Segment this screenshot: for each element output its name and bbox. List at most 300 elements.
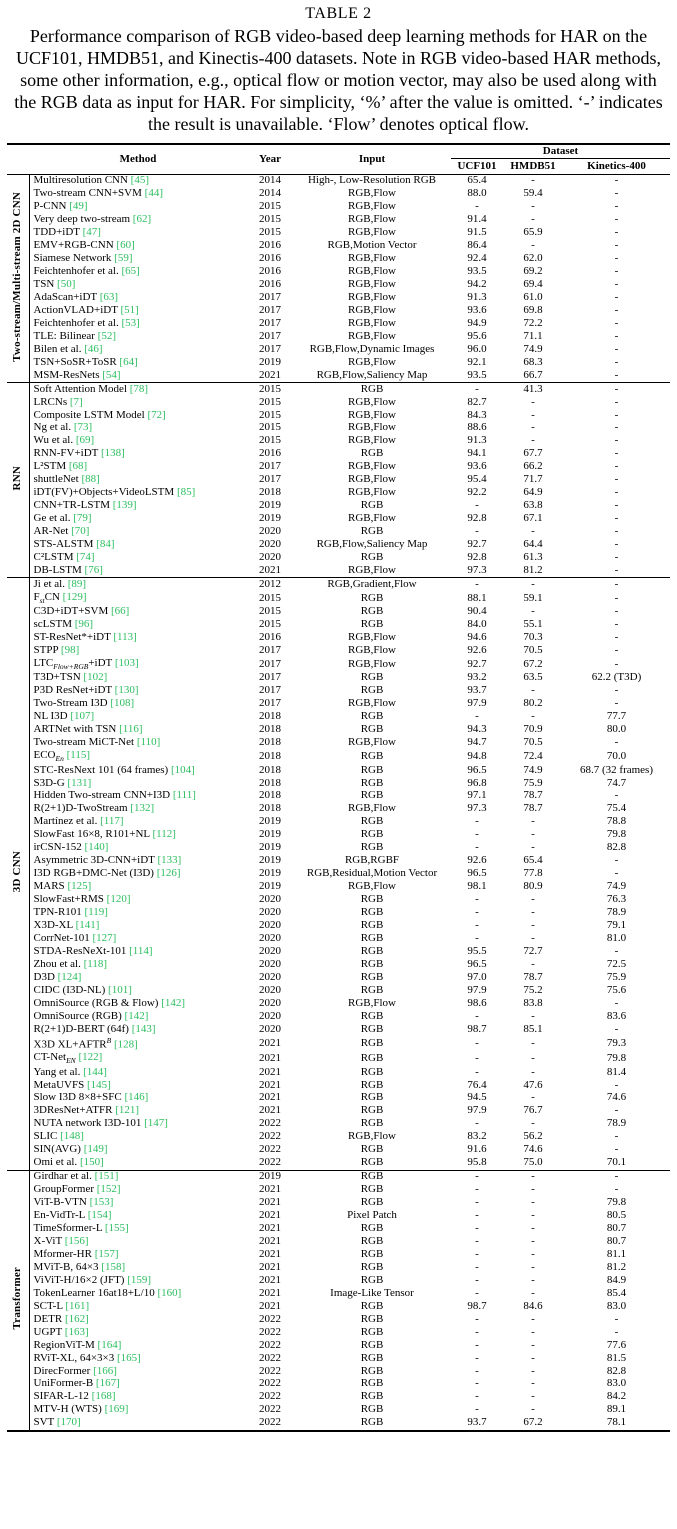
hmdb51-value-cell: 65.9 [523,226,543,239]
citation-ref[interactable]: [63] [96,291,119,303]
kinetics400-value-cell: - [614,605,619,618]
ucf101-value-cell: - [475,919,479,931]
year-cell: 2021 [259,1235,281,1247]
method-cell: RegionViT-M [164] [33,1339,122,1351]
citation-ref[interactable]: [114] [126,945,153,957]
method-cell: ARTNet with TSN [116] [33,723,143,736]
year-cell: 2019 [259,828,281,841]
citation-ref[interactable]: [158] [98,1261,126,1273]
ucf101-value-cell: - [475,1065,479,1078]
table-row [7,474,670,487]
ucf101-value-cell: 91.6 [467,1143,487,1156]
citation-ref[interactable]: [112] [149,828,176,841]
kinetics400-value-cell: - [614,789,619,802]
citation-ref[interactable]: [151] [91,1170,119,1183]
kinetics400-value-cell: - [614,356,619,368]
table-title: TABLE 2 [305,5,372,22]
citation-ref[interactable]: [69] [73,434,95,447]
year-cell: 2021 [259,1222,281,1235]
table-row [7,330,670,343]
citation-ref[interactable]: [120] [103,893,131,906]
citation-ref[interactable]: [96] [72,618,94,631]
citation-ref[interactable]: [60] [113,239,135,252]
citation-ref[interactable]: [53] [118,317,140,329]
citation-ref[interactable]: [156] [61,1235,89,1247]
table-row [7,369,670,382]
table-row [7,764,670,777]
citation-ref[interactable]: [65] [118,265,140,278]
hmdb51-value-cell: - [531,815,535,828]
method-cell: STS-ALSTM [84] [33,538,115,551]
kinetics400-value-cell: 70.0 [606,749,627,762]
method-cell: P-CNN [49] [33,200,88,213]
kinetics400-value-cell: 82.8 [606,841,627,854]
kinetics400-value-cell: - [614,538,619,551]
input-cell: RGB,Flow [348,421,396,434]
table-row [7,564,670,577]
kinetics400-value-cell: - [614,395,619,408]
kinetics400-value-cell: - [614,1183,619,1196]
year-cell: 2022 [259,1143,281,1156]
hmdb51-value-cell: 85.1 [523,1023,543,1035]
method-cell: MARS [125] [33,880,92,893]
input-cell: RGB [360,1156,384,1169]
ucf101-value-cell: 97.1 [467,789,487,802]
citation-ref[interactable]: [45] [127,174,149,187]
table-row [7,538,670,551]
kinetics400-value-cell: 85.4 [606,1287,627,1299]
table-row [7,304,670,317]
year-cell: 2021 [259,1036,281,1049]
year-cell: 2022 [259,1313,281,1325]
kinetics400-value-cell: - [614,1130,619,1143]
hmdb51-value-cell: 59.1 [523,591,543,604]
citation-ref[interactable]: [133] [154,854,182,867]
ucf101-value-cell: 96.5 [467,867,487,880]
method-cell: SIFAR-L-12 [168] [33,1390,116,1403]
ucf101-value-cell: 93.6 [467,304,487,316]
citation-ref[interactable]: [50] [54,278,76,290]
year-cell: 2020 [259,997,281,1009]
citation-ref[interactable]: [170] [54,1416,81,1429]
citation-ref[interactable]: [51] [117,304,139,316]
kinetics400-value-cell: - [614,187,619,200]
kinetics400-value-cell: - [614,512,619,525]
table-row [7,291,670,304]
citation-ref[interactable]: [155] [102,1222,129,1235]
kinetics400-value-cell: 81.2 [606,1261,627,1273]
kinetics400-value-cell: 75.6 [606,984,627,996]
ucf101-value-cell: - [475,1287,479,1299]
method-cell: ST-ResNet*+iDT [113] [33,631,137,644]
kinetics400-value-cell: 81.5 [606,1351,627,1364]
input-cell: RGB [360,971,384,983]
hmdb51-value-cell: - [531,1274,535,1286]
ucf101-value-cell: - [475,1222,479,1235]
table-row [7,790,670,803]
year-cell: 2014 [259,174,281,187]
input-cell: RGB [360,1117,384,1130]
citation-ref[interactable]: [141] [72,919,100,931]
year-cell: 2016 [259,239,281,252]
citation-ref[interactable]: [46] [81,343,103,355]
hmdb51-value-cell: - [531,525,535,538]
year-cell: 2020 [259,958,281,970]
citation-ref[interactable]: [78] [127,382,149,395]
kinetics400-value-cell: - [614,239,619,252]
ucf101-value-cell: - [475,1051,479,1064]
year-cell: 2022 [259,1416,281,1429]
ucf101-value-cell: 92.4 [467,252,487,265]
citation-ref[interactable]: [131] [64,776,92,789]
citation-ref[interactable]: [143] [128,1023,156,1035]
citation-ref[interactable]: [66] [108,605,130,618]
input-cell: RGB,Flow,Saliency Map [316,538,428,551]
citation-ref[interactable]: [76] [81,564,103,576]
input-cell: RGB [360,618,384,631]
year-cell: 2017 [259,657,281,670]
hmdb51-value-cell: - [531,200,535,213]
hmdb51-value-cell: 77.8 [523,867,543,880]
kinetics400-value-cell: - [614,945,619,957]
table-row [7,1352,670,1365]
citation-ref[interactable]: [125] [64,880,92,893]
citation-ref[interactable]: [127] [89,932,117,944]
citation-ref[interactable]: [121] [112,1104,140,1117]
method-cell: Very deep two-stream [62] [33,213,152,226]
citation-ref[interactable]: [169] [101,1403,129,1416]
table-row [7,803,670,816]
method-cell: DB-LSTM [76] [33,564,103,576]
citation-ref[interactable]: [165] [114,1351,141,1364]
ucf101-value-cell: - [451,1170,503,1183]
citation-ref[interactable]: [107] [67,710,95,723]
kinetics400-value-cell: - [614,1313,619,1325]
hmdb51-value-cell: - [531,1196,535,1209]
hmdb51-value-cell: 56.2 [523,1130,543,1143]
year-cell: 2021 [259,1261,281,1273]
method-cell: OmniSource (RGB & Flow) [142] [33,997,186,1009]
citation-ref[interactable]: [84] [93,538,115,551]
ucf101-value-cell: 98.1 [467,880,487,893]
year-cell: 2017 [259,317,281,329]
hmdb51-value-cell: 70.5 [523,644,543,657]
year-cell: 2019 [247,1170,293,1183]
method-cell: MetaUVFS [145] [33,1078,111,1091]
table-row [7,1157,670,1170]
input-cell: RGB [293,1170,451,1183]
hmdb51-value-cell: - [531,1091,535,1104]
citation-ref[interactable]: [161] [62,1300,90,1312]
hmdb51-value-cell: 67.2 [523,657,543,670]
ucf101-value-cell: - [475,1036,479,1049]
ucf101-value-cell: 92.8 [467,551,487,563]
ucf101-value-cell: - [475,1261,479,1273]
method-cell: S3D-G [131] [33,776,92,789]
citation-ref[interactable]: [101] [105,984,132,996]
hmdb51-value-cell: 61.0 [523,291,543,303]
year-cell: 2022 [259,1403,281,1416]
input-cell: RGB,Flow [348,564,396,576]
citation-ref[interactable]: [110] [134,736,161,749]
ucf101-value-cell: - [475,200,479,213]
citation-ref[interactable]: [73] [71,421,93,434]
year-cell: 2020 [259,906,281,919]
input-column-header: Input [293,144,451,175]
ucf101-value-cell: - [475,1209,479,1222]
citation-ref[interactable]: [144] [80,1065,107,1078]
year-cell: 2021 [259,1091,281,1104]
group-label-rnn [7,383,29,578]
input-cell: RGB [360,763,384,776]
citation-ref[interactable]: [74] [73,551,95,563]
citation-ref[interactable]: [154] [84,1209,112,1222]
ucf101-value-cell: 93.5 [467,265,487,278]
citation-ref[interactable]: [54] [99,369,121,381]
citation-ref[interactable]: [89] [64,577,87,590]
citation-ref[interactable]: [164] [94,1339,122,1351]
ucf101-value-cell: 94.1 [467,447,487,460]
citation-ref[interactable]: [119] [81,906,108,919]
method-cell: AR-Net [70] [33,525,90,538]
ucf101-value-cell: - [451,383,503,396]
input-cell: RGB [360,499,384,512]
ucf101-value-cell: 90.4 [467,605,487,618]
table-row [7,526,670,539]
hmdb51-value-cell: - [531,1313,535,1325]
hmdb51-value-cell: 67.7 [523,447,543,460]
citation-ref[interactable]: [138] [98,447,125,460]
ucf101-value-cell: - [475,1248,479,1260]
citation-ref[interactable]: [140] [81,841,109,854]
method-cell: SlowFast+RMS [120] [33,893,131,906]
hmdb51-value-cell: - [531,1065,535,1078]
group-label-two-stream-multi-stream-2d-cnn [7,174,29,382]
citation-ref[interactable]: [113] [110,631,137,644]
citation-ref[interactable]: [157] [91,1248,119,1260]
method-cell: C²LSTM [74] [33,551,95,563]
kinetics400-value-cell: - [614,618,619,631]
kinetics400-value-cell: 76.3 [606,893,627,906]
hmdb51-value-cell: - [531,684,535,697]
ucf101-value-cell: 92.7 [467,538,487,551]
year-cell: 2017 [259,291,281,303]
method-cell: shuttleNet [88] [33,473,100,486]
citation-ref[interactable]: [104] [168,763,195,776]
citation-ref[interactable]: [72] [144,408,166,421]
citation-ref[interactable]: [139] [109,499,137,512]
citation-ref[interactable]: [70] [68,525,90,538]
kinetics400-value-cell: - [614,644,619,657]
method-group-two-stream-multi-stream-2d-cnn [7,174,670,382]
hmdb51-value-cell: - [531,174,535,187]
citation-ref[interactable]: [162] [62,1313,89,1325]
citation-ref[interactable]: [62] [130,213,152,226]
hmdb51-value-cell: - [531,958,535,970]
year-cell: 2019 [259,841,281,854]
hmdb51-value-cell: - [531,1261,535,1273]
ucf101-value-cell: 82.7 [467,395,487,408]
input-cell: RGB [360,1248,384,1260]
ucf101-value-cell: - [451,578,503,591]
table-row [7,1144,670,1157]
citation-ref[interactable]: [44] [141,187,163,200]
citation-ref[interactable]: [68] [66,460,88,473]
citation-ref[interactable]: [163] [62,1326,89,1338]
input-cell: RGB [360,1091,384,1104]
citation-ref[interactable]: [64] [116,356,138,368]
citation-ref[interactable]: [7] [67,395,83,408]
year-cell: 2021 [259,1209,281,1222]
kinetics400-value-cell: 78.8 [606,815,627,828]
citation-ref[interactable]: [118] [80,958,108,970]
citation-ref[interactable]: [166] [90,1364,117,1377]
citation-ref[interactable]: [132] [127,802,155,815]
method-cell: TDD+iDT [47] [33,226,101,239]
table-row [7,829,670,842]
hmdb51-value-cell: - [531,213,535,226]
ucf101-value-cell: 91.5 [467,226,487,239]
citation-ref[interactable]: [122] [75,1051,103,1064]
table-row [7,343,670,356]
citation-ref[interactable]: [79] [70,512,92,525]
method-cell: ViViT-H/16×2 (JFT) [159] [33,1274,152,1286]
kinetics400-value-cell: - [614,997,619,1009]
kinetics400-value-cell: - [614,631,619,644]
year-cell: 2019 [259,356,281,368]
method-cell: Hidden Two-stream CNN+I3D [111] [33,789,196,802]
citation-ref[interactable]: [111] [170,789,196,802]
table-row [7,1066,670,1079]
citation-ref[interactable]: [115] [63,749,91,762]
method-cell: 3DResNet+ATFR [121] [33,1104,140,1117]
citation-ref[interactable]: [150] [77,1156,104,1169]
citation-ref[interactable]: [88] [78,473,100,486]
method-cell: TLE: Bilinear [52] [33,330,116,342]
citation-ref[interactable]: [49] [66,200,88,213]
citation-ref[interactable]: [108] [107,697,135,710]
citation-ref[interactable]: [142] [121,1010,149,1022]
input-cell: RGB [360,1010,384,1022]
citation-ref[interactable]: [126] [153,867,181,880]
citation-ref[interactable]: [152] [94,1183,121,1196]
ucf101-value-cell: 98.7 [467,1023,487,1035]
table-row [7,188,670,201]
kinetics400-value-cell: 79.3 [606,1036,627,1049]
citation-ref[interactable]: [117] [97,815,124,828]
citation-ref[interactable]: [148] [57,1130,84,1143]
year-cell: 2022 [259,1390,281,1403]
method-cell: scLSTM [96] [33,618,94,631]
year-cell: 2016 [259,631,281,644]
citation-ref[interactable]: [153] [86,1196,114,1209]
citation-ref[interactable]: [160] [154,1287,182,1299]
method-cell: I3D RGB+DMC-Net (I3D) [126] [33,867,181,880]
ucf101-value-cell: 86.4 [467,239,487,252]
year-cell: 2017 [259,460,281,473]
citation-ref[interactable]: [129] [59,591,87,603]
citation-ref[interactable]: [59] [111,252,133,265]
hmdb51-value-cell: - [531,710,535,723]
table-row [7,657,670,671]
citation-ref[interactable]: [149] [80,1143,108,1156]
citation-ref[interactable]: [102] [80,671,108,684]
method-cell: C3D+iDT+SVM [66] [33,605,130,618]
method-cell: MSM-ResNets [54] [33,369,121,381]
kinetics400-value-cell: 83.0 [606,1300,627,1312]
kinetics400-value-cell: 68.7 (32 frames) [580,763,654,776]
ucf101-value-cell: 96.8 [467,776,487,789]
citation-ref[interactable]: [116] [116,723,143,736]
citation-ref[interactable]: [85] [174,486,196,499]
citation-ref[interactable]: [98] [58,644,80,657]
citation-ref[interactable]: [52] [94,330,116,342]
kinetics400-value-cell: - [614,421,619,434]
ucf101-value-cell: 93.7 [467,684,487,697]
input-cell: RGB,Flow [348,252,396,265]
hmdb51-value-cell: 76.7 [523,1104,543,1117]
ucf101-value-cell: 65.4 [467,174,487,187]
hmdb51-value-cell: 65.4 [523,854,543,867]
kinetics400-value-cell: 78.1 [606,1416,627,1429]
hmdb51-value-cell: 78.7 [523,789,543,802]
ucf101-value-cell: 92.1 [467,356,487,368]
citation-ref[interactable]: [47] [79,226,101,239]
year-cell: 2021 [259,1274,281,1286]
citation-ref[interactable]: [159] [124,1274,152,1286]
year-cell: 2018 [259,802,281,815]
ucf101-value-cell: 93.6 [467,460,487,473]
citation-ref[interactable]: [130] [111,684,139,697]
hmdb51-value-cell: 69.2 [523,265,543,278]
citation-ref[interactable]: [167] [93,1377,120,1390]
method-group-transformer [7,1170,670,1431]
input-cell: RGB [360,525,384,538]
citation-ref[interactable]: [142] [158,997,186,1009]
citation-ref[interactable]: [146] [121,1091,149,1104]
year-cell: 2015 [247,383,293,396]
ucf101-value-cell: - [475,815,479,828]
year-cell: 2020 [259,919,281,931]
table-row [7,737,670,750]
input-cell: RGB [360,1023,384,1035]
citation-ref[interactable]: [124] [54,971,82,983]
year-cell: 2017 [259,644,281,657]
method-cell: R(2+1)D-TwoStream [132] [33,802,155,815]
ucf101-value-cell: 96.5 [467,958,487,970]
citation-ref[interactable]: [103] [112,657,139,670]
kinetics400-value-cell: - [614,213,619,226]
citation-ref[interactable]: [145] [84,1078,111,1091]
method-cell: Feichtenhofer et al. [65] [33,265,140,278]
citation-ref[interactable]: [147] [141,1117,168,1130]
citation-ref[interactable]: [128] [111,1038,138,1051]
kinetics400-value-cell: 77.7 [606,710,627,723]
citation-ref[interactable]: [168] [88,1390,116,1403]
year-cell: 2017 [259,330,281,342]
ucf101-value-cell: 88.6 [467,421,487,434]
ucf101-value-cell: 91.3 [467,434,487,447]
year-cell: 2018 [259,710,281,723]
kinetics400-value-cell: - [614,460,619,473]
kinetics400-value-cell: 83.6 [606,1010,627,1022]
input-cell: RGB [360,1222,384,1235]
hmdb51-value-cell: 55.1 [523,618,543,631]
hmdb51-value-cell: 81.2 [523,564,543,576]
year-cell: 2022 [259,1339,281,1351]
year-cell: 2015 [259,591,281,604]
kinetics400-value-cell: 70.1 [606,1156,627,1169]
